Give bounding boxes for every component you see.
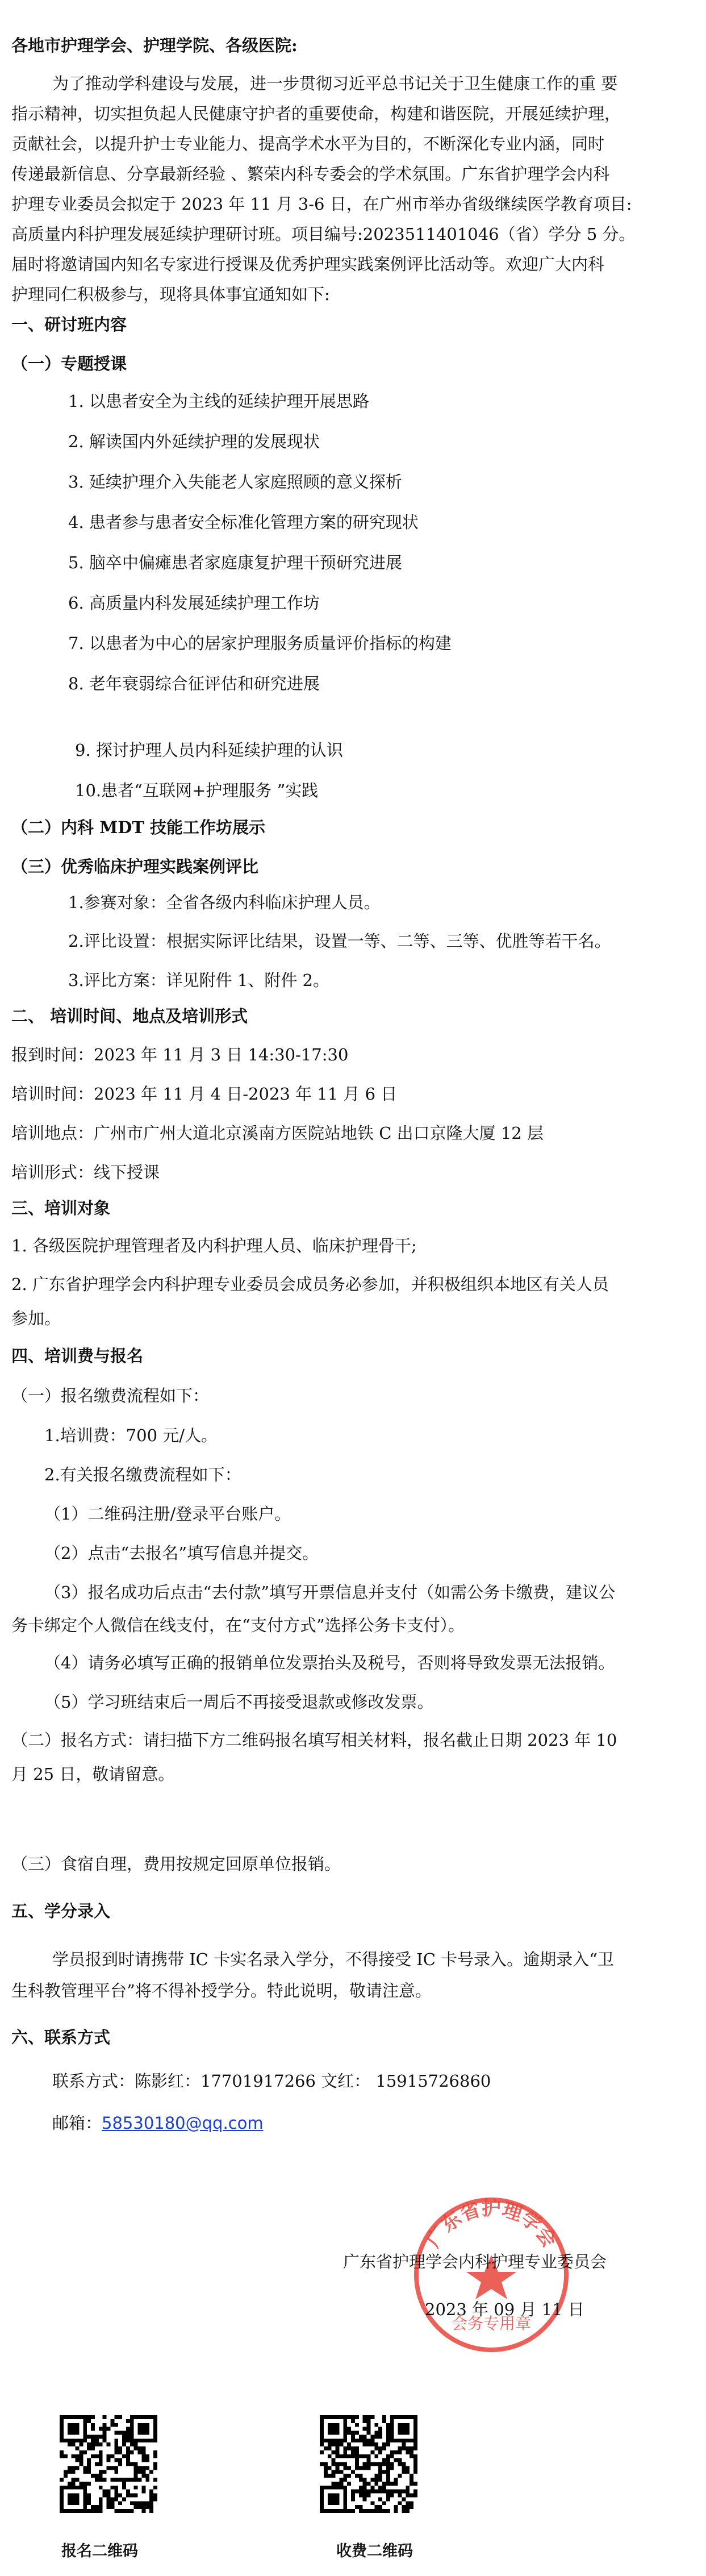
svg-text:广东省护理学会: 广东省护理学会: [421, 2197, 561, 2252]
section-title-2: 二、 培训时间、地点及培训形式: [11, 1006, 248, 1026]
fee-item: 2.有关报名缴费流程如下：: [44, 1465, 241, 1484]
intro-line: 届时将邀请国内知名专家进行授课及优秀护理实践案例评比活动等。欢迎广大内科: [11, 255, 605, 274]
target-item: 参加。: [11, 1309, 61, 1328]
topic-item: 2. 解读国内外延续护理的发展现状: [68, 432, 320, 451]
fee-step: （2）点击“去报名”填写信息并提交。: [44, 1543, 319, 1563]
topic-item: 9. 探讨护理人员内科延续护理的认识: [75, 740, 343, 760]
salutation: 各地市护理学会、护理学院、各级医院:: [11, 36, 298, 55]
fee-item: （一）报名缴费流程如下：: [11, 1386, 210, 1405]
section-title-5: 五、学分录入: [11, 1901, 111, 1921]
email-row: [52, 2112, 264, 2134]
payment-qr-code: [320, 2415, 417, 2513]
target-item: 1. 各级医院护理管理者及内科护理人员、临床护理骨干;: [11, 1236, 417, 1255]
signature-org: 广东省护理学会内科护理专业委员会: [343, 2252, 607, 2271]
official-seal: [409, 2192, 574, 2357]
section-title-4: 四、培训费与报名: [11, 1346, 144, 1366]
qr-caption-payment: 收费二维码: [336, 2542, 413, 2560]
credit-text: 学员报到时请携带 IC 卡实名录入学分，不得接受 IC 卡号录入。逾期录入“卫: [52, 1950, 614, 1969]
case-item: 3.评比方案：详见附件 1、附件 2。: [68, 971, 330, 990]
section-title-1: 一、研讨班内容: [11, 315, 127, 334]
training-info: 培训形式：线下授课: [11, 1163, 160, 1182]
contact-info: 联系方式：陈影红：17701917266 文红： 15915726860: [52, 2071, 491, 2091]
topic-item: 5. 脑卒中偏瘫患者家庭康复护理干预研究进展: [68, 553, 402, 572]
fee-item: （三）食宿自理，费用按规定回原单位报销。: [11, 1854, 341, 1874]
topic-item: 8. 老年衰弱综合征评估和研究进展: [68, 674, 320, 693]
intro-line: 为了推动学科建设与发展，进一步贯彻习近平总书记关于卫生健康工作的重 要: [52, 74, 618, 93]
email-label: 邮箱：: [52, 2113, 102, 2133]
section-title-3: 三、培训对象: [11, 1198, 111, 1218]
case-item: 1.参赛对象：全省各级内科临床护理人员。: [68, 893, 381, 912]
fee-step: 务卡绑定个人微信在线支付，在“支付方式”选择公务卡支付）。: [11, 1616, 465, 1635]
training-info: 培训时间：2023 年 11 月 4 日-2023 年 11 月 6 日: [11, 1084, 398, 1104]
subsection-title: （三）优秀临床护理实践案例评比: [11, 857, 259, 876]
signature-date: 2023 年 09 月 11 日: [425, 2300, 584, 2319]
topic-item: 3. 延续护理介入失能老人家庭照顾的意义探析: [68, 472, 402, 492]
svg-text:会务专用章: 会务专用章: [451, 2314, 532, 2333]
fee-step: （1）二维码注册/登录平台账户。: [44, 1504, 291, 1524]
topic-item: 1. 以患者安全为主线的延续护理开展思路: [68, 392, 369, 411]
fee-item: 月 25 日，敬请留意。: [11, 1765, 175, 1784]
email-link[interactable]: 58530180@qq.com: [102, 2113, 264, 2133]
case-item: 2.评比设置：根据实际评比结果，设置一等、二等、三等、优胜等若干名。: [68, 931, 611, 951]
topic-item: 4. 患者参与患者安全标准化管理方案的研究现状: [68, 513, 419, 532]
section-title-6: 六、联系方式: [11, 2028, 111, 2047]
intro-line: 传递最新信息、分享最新经验 、繁荣内科专委会的学术氛围。广东省护理学会内科: [11, 164, 610, 184]
fee-item: 1.培训费：700 元/人。: [44, 1426, 218, 1445]
registration-qr-code: [60, 2415, 157, 2513]
credit-text: 生科教管理平台”将不得补授学分。特此说明，敬请注意。: [11, 1981, 432, 2000]
training-info: 培训地点：广州市广州大道北京溪南方医院站地铁 C 出口京隆大厦 12 层: [11, 1123, 544, 1143]
topic-item: 6. 高质量内科发展延续护理工作坊: [68, 593, 320, 613]
topic-item: 7. 以患者为中心的居家护理服务质量评价指标的构建: [68, 634, 452, 653]
fee-step: （4）请务必填写正确的报销单位发票抬头及税号，否则将导致发票无法报销。: [44, 1653, 615, 1672]
qr-caption-registration: 报名二维码: [61, 2542, 138, 2560]
intro-line: 护理同仁积极参与，现将具体事宜通知如下:: [11, 285, 330, 304]
fee-step: （5）学习班结束后一周后不再接受退款或修改发票。: [44, 1692, 434, 1712]
target-item: 2. 广东省护理学会内科护理专业委员会成员务必参加，并积极组织本地区有关人员: [11, 1275, 609, 1294]
fee-item: （二）报名方式：请扫描下方二维码报名填写相关材料，报名截止日期 2023 年 10: [11, 1730, 617, 1750]
intro-line: 高质量内科护理发展延续护理研讨班。项目编号:2023511401046（省）学分 5 分。: [11, 224, 636, 244]
training-info: 报到时间：2023 年 11 月 3 日 14:30-17:30: [11, 1045, 349, 1064]
subsection-title: （二）内科 MDT 技能工作坊展示: [11, 818, 266, 837]
fee-step: （3）报名成功后点击“去付款”填写开票信息并支付（如需公务卡缴费，建议公: [44, 1583, 616, 1602]
intro-line: 护理专业委员会拟定于 2023 年 11 月 3-6 日，在广州市举办省级继续医学教育项目:: [11, 194, 632, 214]
intro-line: 贡献社会，以提升护士专业能力、提高学术水平为目的，不断深化专业内涵，同时: [11, 134, 605, 153]
topic-item: 10.患者“互联网+护理服务 ”实践: [75, 781, 319, 800]
subsection-title: （一）专题授课: [11, 354, 127, 373]
intro-line: 指示精神，切实担负起人民健康守护者的重要使命，构建和谐医院，开展延续护理，: [11, 104, 621, 123]
